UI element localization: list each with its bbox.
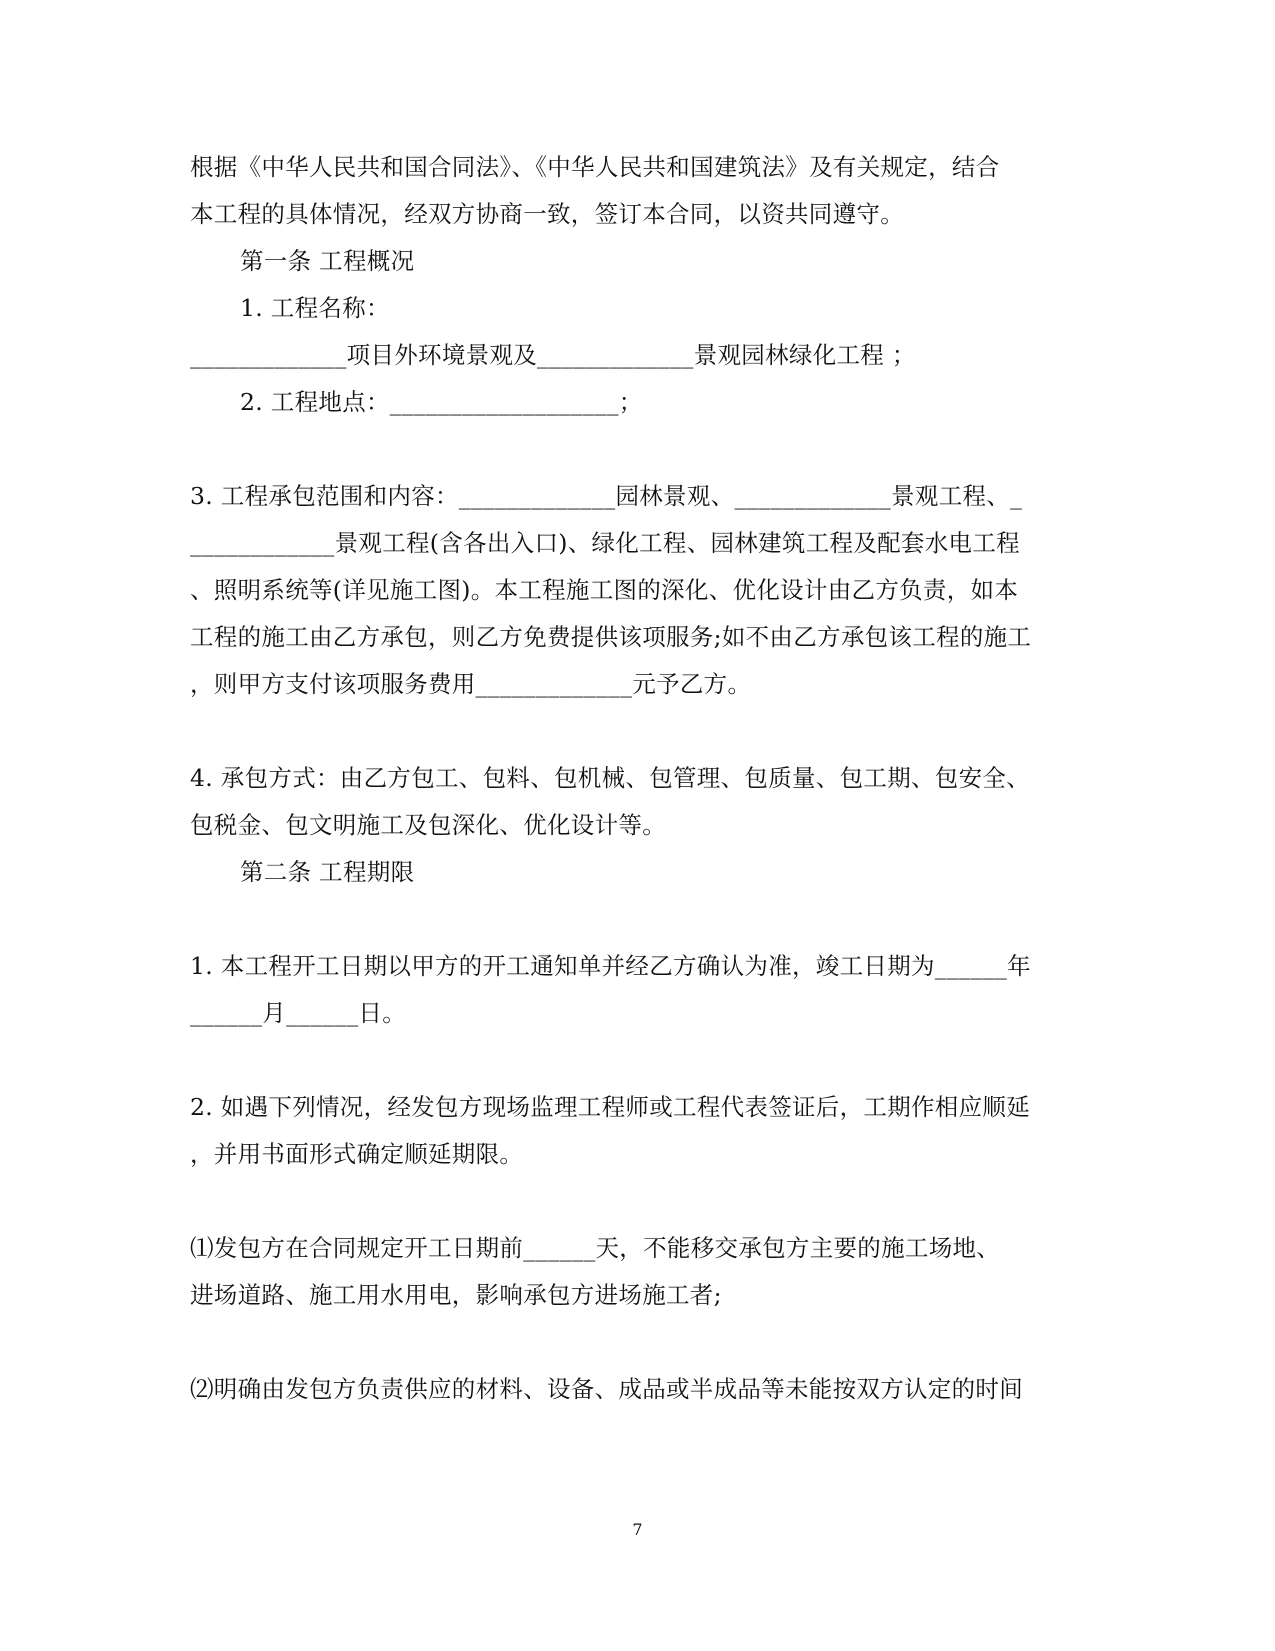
section-heading: 第一条 工程概况 <box>240 247 415 275</box>
paragraph-line: ______月______日。 <box>190 999 406 1027</box>
paragraph-line: 2. 工程地点：___________________； <box>240 388 643 416</box>
paragraph-line: 、照明系统等(详见施工图)。本工程施工图的深化、优化设计由乙方负责，如本 <box>190 576 1019 604</box>
paragraph-line: 包税金、包文明施工及包深化、优化设计等。 <box>190 811 666 839</box>
paragraph-line: 工程的施工由乙方承包，则乙方免费提供该项服务;如不由乙方承包该工程的施工 <box>190 623 1032 651</box>
paragraph-line: 进场道路、施工用水用电，影响承包方进场施工者; <box>190 1281 722 1309</box>
page-number: 7 <box>632 1520 643 1539</box>
paragraph-line: 3. 工程承包范围和内容：_____________园林景观、_____________景观工程、_ <box>190 482 1023 510</box>
paragraph-line: ，并用书面形式确定顺延期限。 <box>190 1140 524 1168</box>
paragraph-line: 根据《中华人民共和国合同法》、《中华人民共和国建筑法》及有关规定，结合 <box>190 153 1000 181</box>
section-heading: 第二条 工程期限 <box>240 858 415 886</box>
paragraph-line: _____________项目外环境景观及_____________景观园林绿化工程 ； <box>190 341 916 369</box>
paragraph-line: 1. 工程名称： <box>240 294 390 322</box>
paragraph-line: 4. 承包方式：由乙方包工、包料、包机械、包管理、包质量、包工期、包安全、 <box>190 764 1030 792</box>
paragraph-line: 1. 本工程开工日期以甲方的开工通知单并经乙方确认为准，竣工日期为______年 <box>190 952 1031 980</box>
paragraph-line: 2. 如遇下列情况，经发包方现场监理工程师或工程代表签证后，工期作相应顺延 <box>190 1093 1030 1121</box>
paragraph-line: ⑵明确由发包方负责供应的材料、设备、成品或半成品等未能按双方认定的时间 <box>190 1375 1023 1403</box>
paragraph-line: ____________景观工程(含各出入口)、绿化工程、园林建筑工程及配套水电工程 <box>190 529 1020 557</box>
paragraph-line: ，则甲方支付该项服务费用_____________元予乙方。 <box>190 670 752 698</box>
paragraph-line: 本工程的具体情况，经双方协商一致，签订本合同，以资共同遵守。 <box>190 200 904 228</box>
paragraph-line: ⑴发包方在合同规定开工日期前______天，不能移交承包方主要的施工场地、 <box>190 1234 1001 1262</box>
